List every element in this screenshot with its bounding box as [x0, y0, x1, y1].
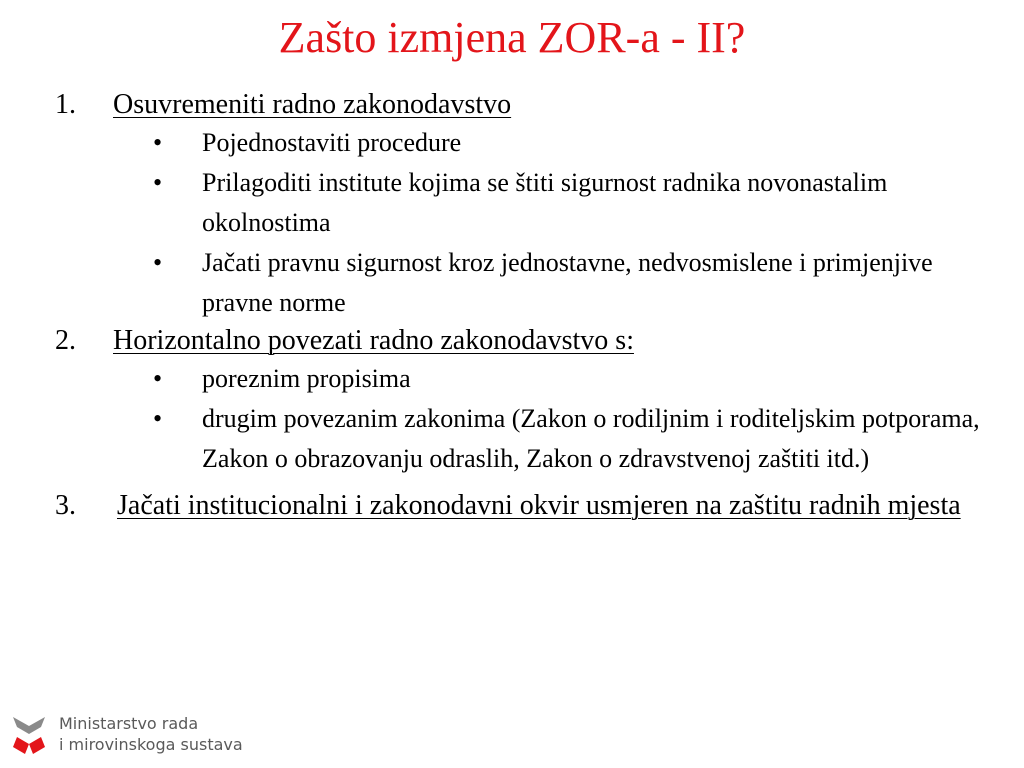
- list-item-1-title: Osuvremeniti radno zakonodavstvo: [113, 89, 512, 120]
- list-item-2-heading: [55, 323, 1005, 359]
- bullet-icon: •: [153, 168, 163, 197]
- ministry-name-line-2: i mirovinskoga sustava: [59, 735, 243, 754]
- bullet-item: [55, 243, 1005, 323]
- bullet-item: [55, 123, 1005, 163]
- bullet-icon: •: [153, 248, 163, 277]
- list-item-2-bullets: [55, 359, 1005, 479]
- slide-content: [55, 87, 1005, 527]
- list-item-3-number: 3.: [55, 490, 76, 521]
- bullet-icon: •: [153, 404, 163, 433]
- bullet-text: Prilagoditi institute kojima se štiti sigurnost radnika novonastalim okolnostima: [202, 168, 888, 237]
- list-item-1-bullets: [55, 123, 1005, 323]
- bullet-text: Jačati pravnu sigurnost kroz jednostavne, nedvosmislene i primjenjive pravne norme: [202, 248, 933, 317]
- list-item-2-number: 2.: [55, 325, 76, 356]
- ministry-name-line-1: Ministarstvo rada: [59, 714, 199, 733]
- slide-title: Zašto izmjena ZOR-a - II?: [278, 13, 746, 62]
- bullet-item: [55, 163, 1005, 243]
- bullet-text: poreznim propisima: [202, 364, 411, 393]
- bullet-icon: •: [153, 128, 163, 157]
- bullet-icon: •: [153, 364, 163, 393]
- list-item-3: [55, 485, 1005, 527]
- bullet-text: drugim povezanim zakonima (Zakon o rodiljnim i roditeljskim potporama, Zakon o obrazovanju odraslih, Zakon o zdravstvenoj zaštiti itd.): [202, 404, 980, 473]
- ministry-name: [59, 713, 243, 755]
- list-item-1-heading: [55, 87, 1005, 123]
- ministry-logo-icon: [12, 713, 46, 755]
- list-item-1-number: 1.: [55, 89, 76, 120]
- bullet-item: [55, 359, 1005, 399]
- bullet-text: Pojednostaviti procedure: [202, 128, 462, 157]
- bullet-item: [55, 399, 1005, 479]
- list-item-3-title: Jačati institucionalni i zakonodavni okvir usmjeren na zaštitu radnih mjesta: [117, 490, 961, 521]
- list-item-2-title: Horizontalno povezati radno zakonodavstvo s:: [113, 325, 634, 356]
